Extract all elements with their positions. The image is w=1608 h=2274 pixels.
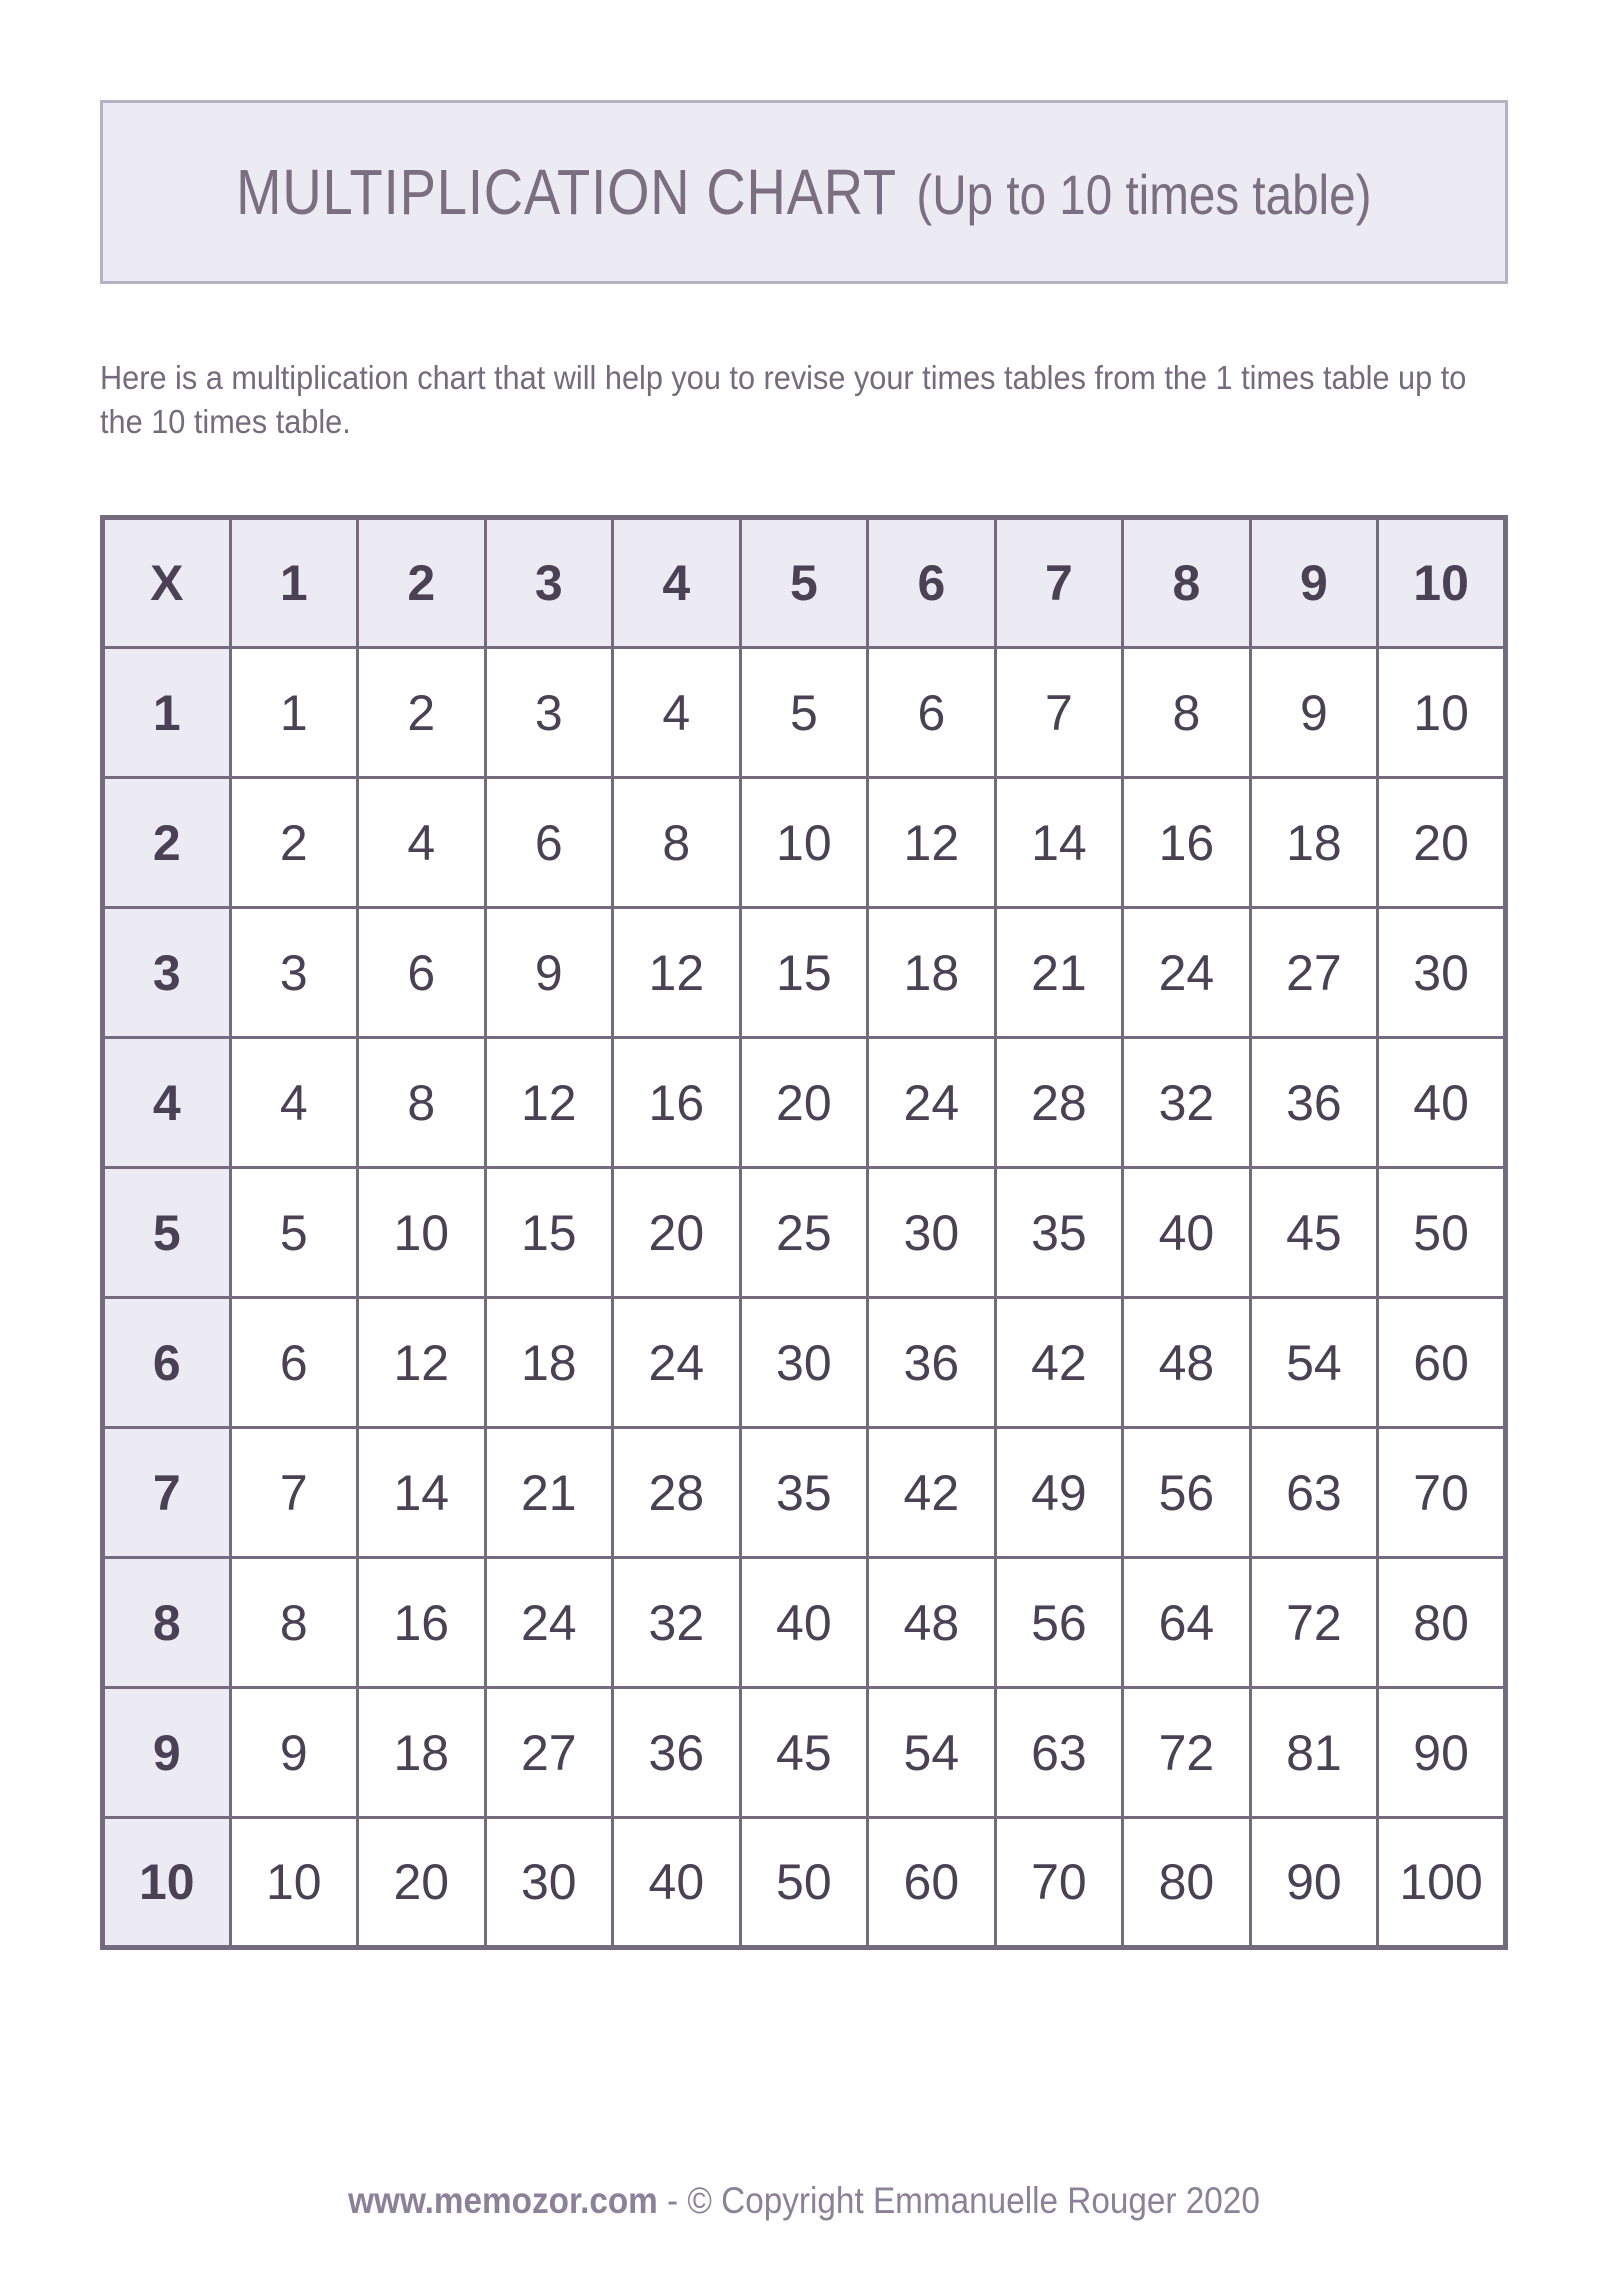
intro-text: Here is a multiplication chart that will help you to revise your times tables from the 1 times table up to the 10 times table. [100, 359, 1467, 440]
product-cell: 56 [1123, 1428, 1251, 1558]
product-cell: 18 [1250, 778, 1378, 908]
product-cell: 2 [230, 778, 358, 908]
table-row [103, 1558, 1506, 1688]
product-cell: 20 [1378, 778, 1506, 908]
column-header: 3 [485, 518, 613, 648]
product-cell: 6 [868, 648, 996, 778]
product-cell: 12 [613, 908, 741, 1038]
row-header: 2 [103, 778, 231, 908]
table-row [103, 1428, 1506, 1558]
column-header: 4 [613, 518, 741, 648]
product-cell: 36 [613, 1688, 741, 1818]
column-header: 5 [740, 518, 868, 648]
product-cell: 70 [1378, 1428, 1506, 1558]
column-header: 7 [995, 518, 1123, 648]
product-cell: 5 [740, 648, 868, 778]
column-header: 2 [358, 518, 486, 648]
product-cell: 10 [358, 1168, 486, 1298]
footer-site: www.memozor.com [348, 2180, 658, 2221]
row-header: 5 [103, 1168, 231, 1298]
product-cell: 12 [485, 1038, 613, 1168]
row-header: 3 [103, 908, 231, 1038]
row-header: 9 [103, 1688, 231, 1818]
product-cell: 45 [1250, 1168, 1378, 1298]
product-cell: 9 [1250, 648, 1378, 778]
product-cell: 15 [740, 908, 868, 1038]
page-title-main: MULTIPLICATION CHART [236, 156, 898, 228]
product-cell: 14 [995, 778, 1123, 908]
table-row [103, 1298, 1506, 1428]
header-row [103, 518, 1506, 648]
product-cell: 6 [485, 778, 613, 908]
product-cell: 8 [230, 1558, 358, 1688]
product-cell: 80 [1123, 1818, 1251, 1948]
product-cell: 40 [740, 1558, 868, 1688]
table-row [103, 648, 1506, 778]
column-header: 9 [1250, 518, 1378, 648]
product-cell: 4 [613, 648, 741, 778]
product-cell: 25 [740, 1168, 868, 1298]
product-cell: 10 [230, 1818, 358, 1948]
page-title [236, 155, 1371, 229]
row-header: 6 [103, 1298, 231, 1428]
product-cell: 27 [485, 1688, 613, 1818]
row-header: 7 [103, 1428, 231, 1558]
row-header: 8 [103, 1558, 231, 1688]
product-cell: 12 [358, 1298, 486, 1428]
product-cell: 42 [995, 1298, 1123, 1428]
column-header: 6 [868, 518, 996, 648]
table-row [103, 908, 1506, 1038]
column-header: 1 [230, 518, 358, 648]
table-row [103, 1688, 1506, 1818]
product-cell: 35 [995, 1168, 1123, 1298]
product-cell: 27 [1250, 908, 1378, 1038]
product-cell: 90 [1250, 1818, 1378, 1948]
table-row [103, 778, 1506, 908]
product-cell: 28 [613, 1428, 741, 1558]
table-row [103, 1168, 1506, 1298]
product-cell: 56 [995, 1558, 1123, 1688]
product-cell: 3 [485, 648, 613, 778]
product-cell: 21 [485, 1428, 613, 1558]
product-cell: 24 [485, 1558, 613, 1688]
product-cell: 21 [995, 908, 1123, 1038]
product-cell: 30 [740, 1298, 868, 1428]
product-cell: 10 [740, 778, 868, 908]
product-cell: 2 [358, 648, 486, 778]
title-box [100, 100, 1508, 284]
product-cell: 36 [868, 1298, 996, 1428]
product-cell: 14 [358, 1428, 486, 1558]
product-cell: 72 [1250, 1558, 1378, 1688]
product-cell: 3 [230, 908, 358, 1038]
product-cell: 45 [740, 1688, 868, 1818]
product-cell: 63 [995, 1688, 1123, 1818]
product-cell: 50 [740, 1818, 868, 1948]
product-cell: 54 [1250, 1298, 1378, 1428]
product-cell: 42 [868, 1428, 996, 1558]
product-cell: 100 [1378, 1818, 1506, 1948]
product-cell: 28 [995, 1038, 1123, 1168]
product-cell: 1 [230, 648, 358, 778]
table-body [103, 648, 1506, 1948]
product-cell: 18 [868, 908, 996, 1038]
product-cell: 49 [995, 1428, 1123, 1558]
product-cell: 30 [485, 1818, 613, 1948]
product-cell: 8 [613, 778, 741, 908]
product-cell: 70 [995, 1818, 1123, 1948]
product-cell: 7 [230, 1428, 358, 1558]
product-cell: 8 [358, 1038, 486, 1168]
product-cell: 64 [1123, 1558, 1251, 1688]
footer-copyright: © Copyright Emmanuelle Rouger 2020 [687, 2180, 1260, 2221]
product-cell: 4 [230, 1038, 358, 1168]
product-cell: 9 [230, 1688, 358, 1818]
footer [80, 2180, 1527, 2222]
product-cell: 16 [613, 1038, 741, 1168]
product-cell: 54 [868, 1688, 996, 1818]
product-cell: 10 [1378, 648, 1506, 778]
footer-separator: - [657, 2180, 688, 2221]
product-cell: 18 [485, 1298, 613, 1428]
corner-cell: X [103, 518, 231, 648]
product-cell: 16 [1123, 778, 1251, 908]
product-cell: 5 [230, 1168, 358, 1298]
product-cell: 40 [613, 1818, 741, 1948]
product-cell: 20 [740, 1038, 868, 1168]
table-header [103, 518, 1506, 648]
row-header: 4 [103, 1038, 231, 1168]
product-cell: 36 [1250, 1038, 1378, 1168]
product-cell: 48 [1123, 1298, 1251, 1428]
product-cell: 30 [1378, 908, 1506, 1038]
product-cell: 60 [868, 1818, 996, 1948]
product-cell: 8 [1123, 648, 1251, 778]
product-cell: 40 [1378, 1038, 1506, 1168]
product-cell: 24 [868, 1038, 996, 1168]
product-cell: 40 [1123, 1168, 1251, 1298]
product-cell: 32 [613, 1558, 741, 1688]
column-header: 8 [1123, 518, 1251, 648]
column-header: 10 [1378, 518, 1506, 648]
page-title-subtitle: (Up to 10 times table) [916, 163, 1372, 226]
product-cell: 16 [358, 1558, 486, 1688]
product-cell: 72 [1123, 1688, 1251, 1818]
product-cell: 20 [358, 1818, 486, 1948]
product-cell: 9 [485, 908, 613, 1038]
product-cell: 6 [358, 908, 486, 1038]
product-cell: 18 [358, 1688, 486, 1818]
product-cell: 63 [1250, 1428, 1378, 1558]
product-cell: 30 [868, 1168, 996, 1298]
product-cell: 35 [740, 1428, 868, 1558]
product-cell: 24 [613, 1298, 741, 1428]
product-cell: 60 [1378, 1298, 1506, 1428]
product-cell: 32 [1123, 1038, 1251, 1168]
product-cell: 48 [868, 1558, 996, 1688]
table-row [103, 1038, 1506, 1168]
table-row [103, 1818, 1506, 1948]
product-cell: 12 [868, 778, 996, 908]
row-header: 10 [103, 1818, 231, 1948]
product-cell: 15 [485, 1168, 613, 1298]
product-cell: 6 [230, 1298, 358, 1428]
multiplication-table [100, 515, 1508, 1950]
product-cell: 81 [1250, 1688, 1378, 1818]
row-header: 1 [103, 648, 231, 778]
product-cell: 20 [613, 1168, 741, 1298]
product-cell: 50 [1378, 1168, 1506, 1298]
product-cell: 90 [1378, 1688, 1506, 1818]
product-cell: 80 [1378, 1558, 1506, 1688]
product-cell: 4 [358, 778, 486, 908]
product-cell: 24 [1123, 908, 1251, 1038]
product-cell: 7 [995, 648, 1123, 778]
